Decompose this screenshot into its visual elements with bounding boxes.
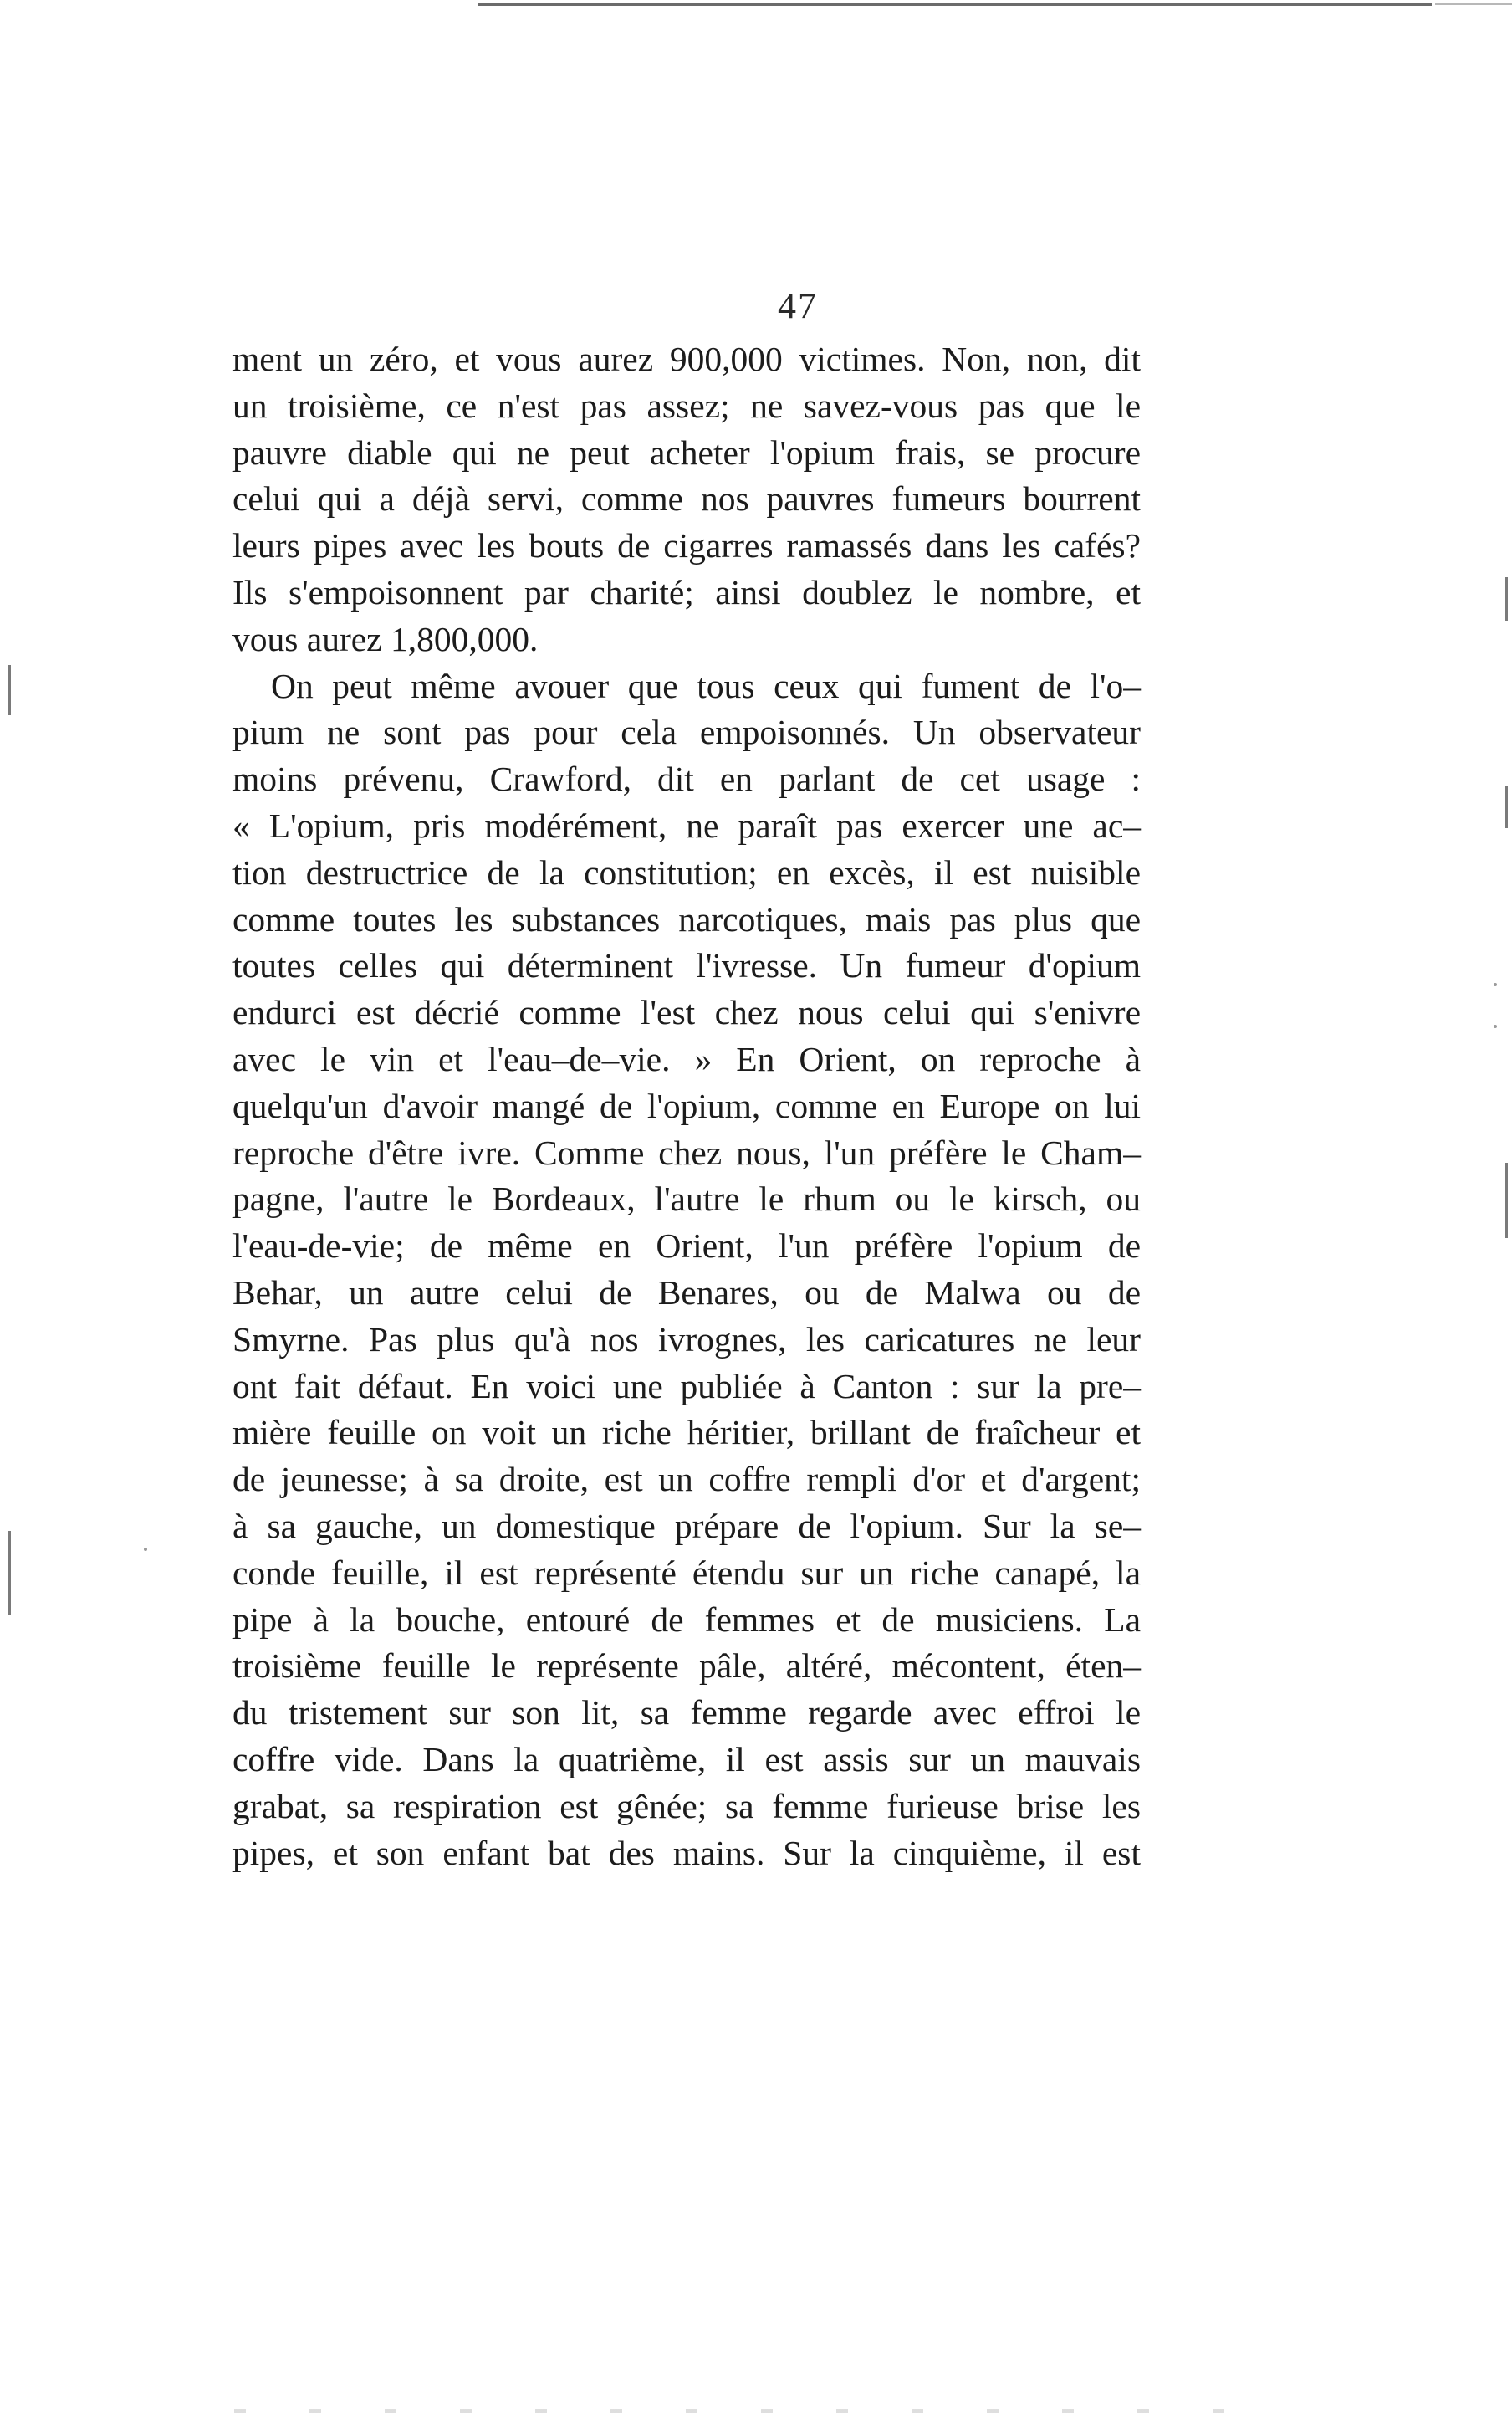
text-line: comme toutes les substances narcotiques, mais pas plus que [232, 899, 1141, 939]
text-line: pium ne sont pas pour cela empoisonnés. Un observateur [232, 713, 1141, 752]
text-line: Ils s'empoisonnent par charité; ainsi doublez le nombre, et [232, 572, 1141, 612]
scan-margin-mark [8, 1531, 11, 1615]
text-line: pauvre diable qui ne peut acheter l'opium frais, se procure [232, 432, 1141, 472]
text-line: toutes celles qui déterminent l'ivresse. Un fumeur d'opium [232, 946, 1141, 985]
text-line: grabat, sa respiration est gênée; sa femme furieuse brise les [232, 1786, 1141, 1825]
text-line: Behar, un autre celui de Benares, ou de Malwa ou de [232, 1272, 1141, 1312]
scan-margin-mark [1505, 577, 1508, 621]
text-line: celui qui a déjà servi, comme nos pauvres fumeurs bourrent [232, 479, 1141, 519]
scan-margin-mark [8, 665, 11, 715]
text-line: leurs pipes avec les bouts de cigarres ramassés dans les cafés? [232, 526, 1141, 566]
scan-top-rule-faint [1435, 3, 1512, 5]
text-line: mière feuille on voit un riche héritier, brillant de fraîcheur et [232, 1413, 1141, 1452]
text-line: pipe à la bouche, entouré de femmes et de musiciens. La [232, 1599, 1141, 1639]
text-line: « L'opium, pris modérément, ne paraît pas exercer une ac– [232, 806, 1141, 845]
scan-margin-dot [144, 1548, 147, 1551]
text-line: quelqu'un d'avoir mangé de l'opium, comme en Europe on lui [232, 1086, 1141, 1125]
text-line: endurci est décrié comme l'est chez nous celui qui s'enivre [232, 993, 1141, 1032]
text-line: à sa gauche, un domestique prépare de l'opium. Sur la se– [232, 1506, 1141, 1545]
page-number: 47 [778, 285, 818, 326]
scan-top-rule [478, 3, 1432, 6]
scan-margin-dot [1494, 1025, 1497, 1028]
page-body-text [232, 336, 1141, 1876]
scan-margin-dot [1494, 983, 1497, 986]
text-line: pagne, l'autre le Bordeaux, l'autre le rhum ou le kirsch, ou [232, 1180, 1141, 1219]
text-line: l'eau-de-vie; de même en Orient, l'un préfère l'opium de [232, 1226, 1141, 1266]
text-line: un troisième, ce n'est pas assez; ne savez-vous pas que le [232, 386, 1141, 425]
text-line: du tristement sur son lit, sa femme regarde avec effroi le [232, 1693, 1141, 1732]
text-line: pipes, et son enfant bat des mains. Sur la cinquième, il est [232, 1833, 1141, 1872]
text-line: troisième feuille le représente pâle, altéré, mécontent, éten– [232, 1646, 1141, 1686]
text-line: conde feuille, il est représenté étendu sur un riche canapé, la [232, 1553, 1141, 1592]
text-line: tion destructrice de la constitution; en excès, il est nuisible [232, 852, 1141, 892]
scan-bottom-noise [234, 2409, 1254, 2413]
text-line: On peut même avouer que tous ceux qui fument de l'o– [271, 666, 1141, 705]
text-line: moins prévenu, Crawford, dit en parlant de cet usage : [232, 760, 1141, 799]
text-line: de jeunesse; à sa droite, est un coffre rempli d'or et d'argent; [232, 1460, 1141, 1499]
text-line: reproche d'être ivre. Comme chez nous, l'un préfère le Cham– [232, 1133, 1141, 1172]
text-line: ment un zéro, et vous aurez 900,000 victimes. Non, non, dit [232, 340, 1141, 378]
text-line: vous aurez 1,800,000. [232, 619, 539, 658]
text-line: ont fait défaut. En voici une publiée à Canton : sur la pre– [232, 1366, 1141, 1405]
scan-margin-mark [1505, 1163, 1508, 1238]
text-line: avec le vin et l'eau–de–vie. » En Orient, on reproche à [232, 1039, 1141, 1078]
text-line: coffre vide. Dans la quatrième, il est assis sur un mauvais [232, 1739, 1141, 1778]
text-line: Smyrne. Pas plus qu'à nos ivrognes, les caricatures ne leur [232, 1319, 1141, 1359]
scan-margin-mark [1505, 786, 1508, 828]
